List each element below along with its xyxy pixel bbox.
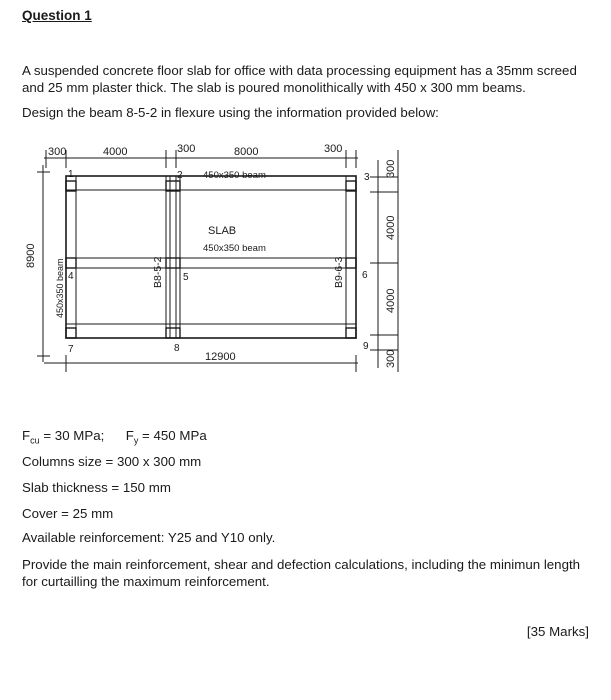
beam-852-label: B8-5-2 xyxy=(152,256,164,288)
column-6 xyxy=(346,258,356,268)
dim-300-left: 300 xyxy=(48,146,67,158)
dim-right-300-top: 300 xyxy=(385,159,397,178)
fy-value: = 450 MPa xyxy=(138,428,207,443)
dim-right-4000-bottom: 4000 xyxy=(385,288,397,313)
beam-963-label: B9-6-3 xyxy=(333,256,345,288)
dim-4000: 4000 xyxy=(103,146,128,158)
spec-columns: Columns size = 300 x 300 mm xyxy=(22,454,202,469)
dim-300-mid: 300 xyxy=(177,143,196,155)
fy-symbol: F xyxy=(125,428,134,443)
dim-right-4000-top: 4000 xyxy=(385,215,397,240)
node-8: 8 xyxy=(174,343,180,354)
column-9 xyxy=(346,328,356,338)
node-9: 9 xyxy=(363,341,369,352)
top-beam-label: 450x350 beam xyxy=(203,170,266,181)
node-5: 5 xyxy=(183,272,189,283)
dim-8000: 8000 xyxy=(234,146,259,158)
dim-12900: 12900 xyxy=(205,351,236,363)
column-5 xyxy=(166,258,180,268)
node-4: 4 xyxy=(68,271,74,282)
dim-300-right: 300 xyxy=(324,143,343,155)
dim-right-300-bottom: 300 xyxy=(385,349,397,368)
question-task: Design the beam 8-5-2 in flexure using the information provided below: xyxy=(22,105,439,120)
instructions: Provide the main reinforcement, shear and defection calculations, including the minimun length for curtailling the maximum reinforcement. xyxy=(22,557,581,589)
slab-label: SLAB xyxy=(208,225,237,237)
spec-cover: Cover = 25 mm xyxy=(22,506,114,521)
node-1: 1 xyxy=(68,169,74,180)
node-6: 6 xyxy=(362,270,368,281)
fcu-subscript: cu xyxy=(30,435,40,446)
slab-frame-outer xyxy=(66,176,356,338)
node-3: 3 xyxy=(364,172,370,183)
left-beam-label: 450x350 beam xyxy=(55,258,65,318)
node-2: 2 xyxy=(177,170,183,181)
column-7 xyxy=(66,328,76,338)
node-7: 7 xyxy=(68,344,74,355)
question-title: Question 1 xyxy=(22,8,92,23)
fy-subscript: y xyxy=(133,435,139,446)
dim-8900: 8900 xyxy=(25,243,37,268)
mid-beam-label: 450x350 beam xyxy=(203,243,266,254)
fcu-symbol: F xyxy=(22,428,31,443)
question-intro: A suspended concrete floor slab for office with data processing equipment has a 35mm screed and 25 mm plaster thick. The slab is poured monolithically with 450 x 300 mm beams. xyxy=(22,63,577,95)
marks: [35 Marks] xyxy=(526,624,589,639)
column-8 xyxy=(166,328,180,338)
spec-strength xyxy=(22,428,207,446)
fcu-value: = 30 MPa; xyxy=(39,428,105,443)
column-4 xyxy=(66,258,76,268)
spec-slab: Slab thickness = 150 mm xyxy=(22,480,171,495)
spec-reinforcement: Available reinforcement: Y25 and Y10 only. xyxy=(22,530,276,545)
